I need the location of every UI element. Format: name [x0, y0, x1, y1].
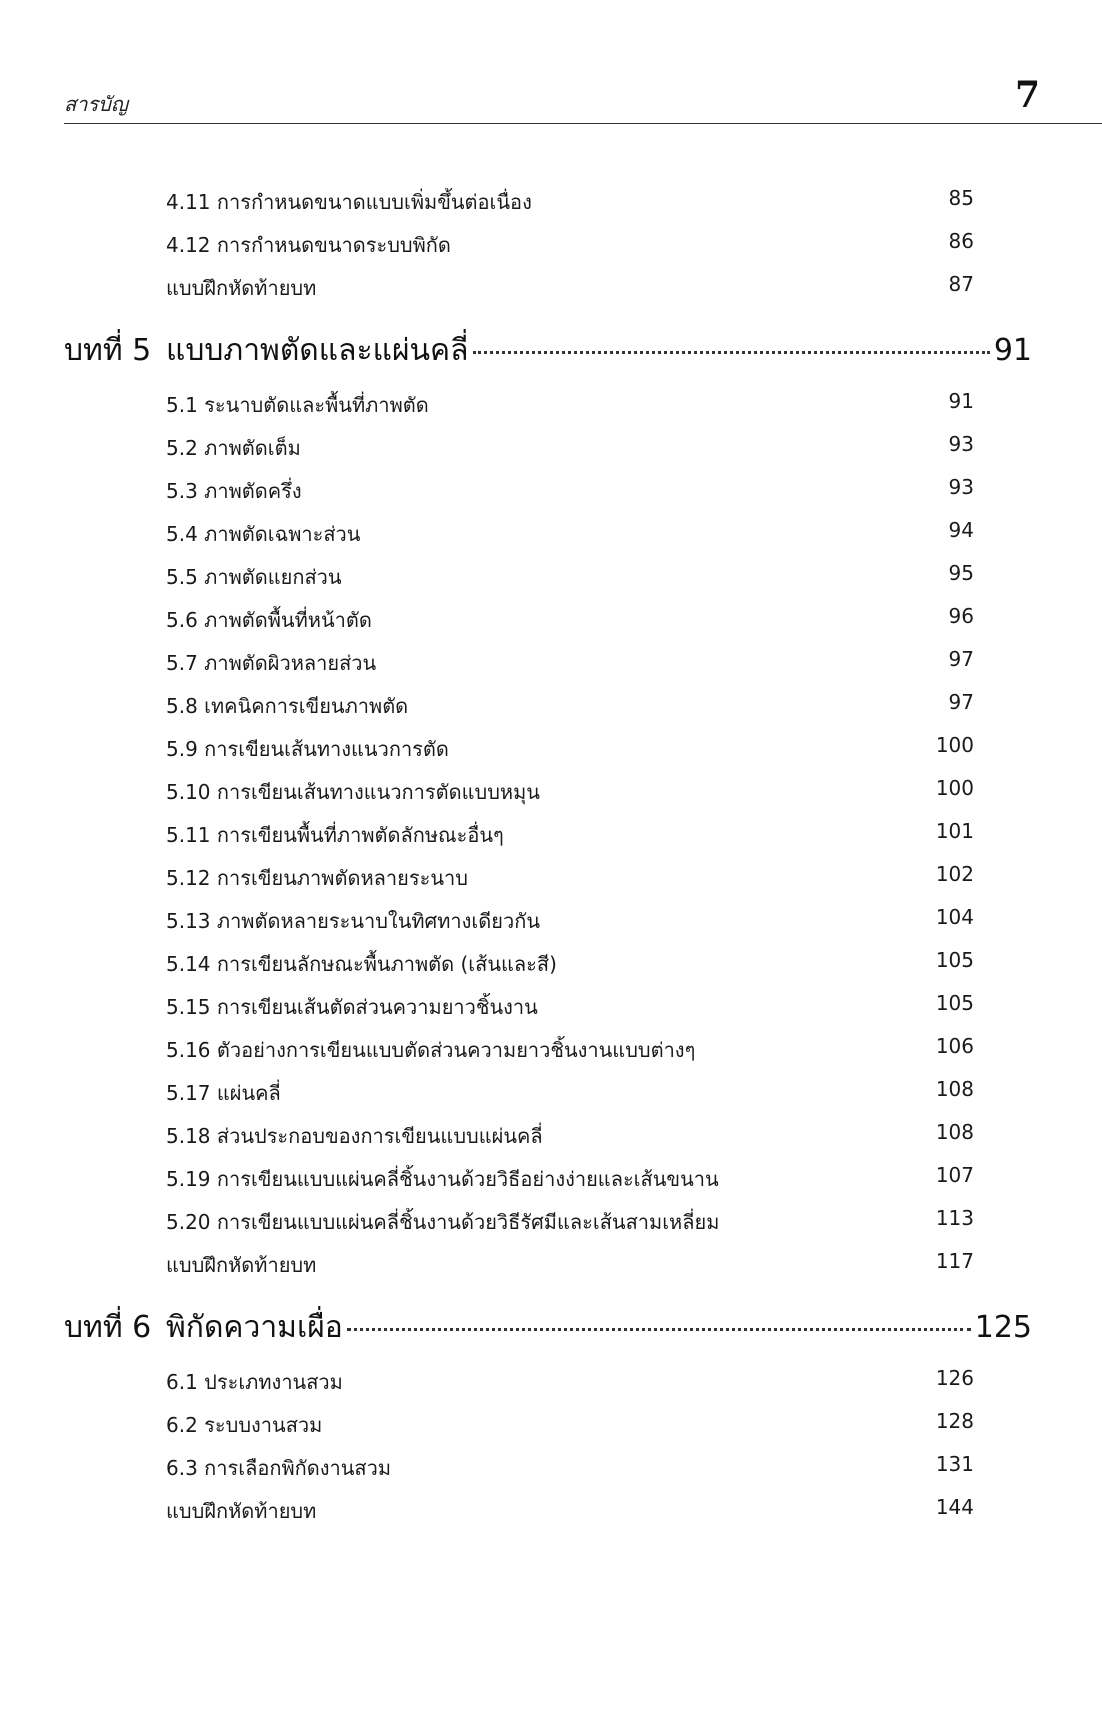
toc-entry	[0, 854, 1102, 897]
toc-entry-label: 5.11 การเขียนพื้นที่ภาพตัดลักษณะอื่นๆ	[166, 823, 504, 847]
toc-entry-page: 108	[935, 1077, 974, 1101]
toc-entry-page: 91	[948, 389, 974, 413]
toc-chapter-heading	[0, 323, 1102, 381]
toc-entry	[0, 424, 1102, 467]
toc-entry-label: 5.19 การเขียนแบบแผ่นคลี่ชิ้นงานด้วยวิธีอย่างง่ายและเส้นขนาน	[166, 1167, 719, 1191]
toc-entry	[0, 682, 1102, 725]
toc-entry-page: 94	[948, 518, 974, 542]
toc-entry	[0, 553, 1102, 596]
toc-entry-label: 5.8 เทคนิคการเขียนภาพตัด	[166, 694, 409, 718]
toc-entry-page: 87	[948, 272, 974, 296]
toc-entry-page: 106	[935, 1034, 974, 1058]
toc-entry	[0, 1198, 1102, 1241]
running-title: สารบัญ	[64, 92, 128, 116]
page-number: 7	[1014, 74, 1040, 116]
toc-entry-label: 5.6 ภาพตัดพื้นที่หน้าตัด	[166, 608, 372, 632]
chapter-number: บทที่ 5	[64, 333, 152, 368]
toc-entry	[0, 940, 1102, 983]
toc-entry	[0, 1112, 1102, 1155]
toc-entry-page: 113	[935, 1206, 974, 1230]
toc-entry	[0, 1069, 1102, 1112]
toc-entry-label: 5.10 การเขียนเส้นทางแนวการตัดแบบหมุน	[166, 780, 540, 804]
dot-leader	[473, 351, 990, 354]
toc-entry-page: 126	[935, 1366, 974, 1390]
toc-entry	[0, 1487, 1102, 1530]
toc-entry	[0, 811, 1102, 854]
toc-entry-label: 5.13 ภาพตัดหลายระนาบในทิศทางเดียวกัน	[166, 909, 540, 933]
toc-entry	[0, 221, 1102, 264]
chapter-page: 91	[993, 333, 1032, 368]
toc-entry	[0, 178, 1102, 221]
toc-entry-label: 5.16 ตัวอย่างการเขียนแบบตัดส่วนความยาวชิ้นงานแบบต่างๆ	[166, 1038, 696, 1062]
toc-entry	[0, 1358, 1102, 1401]
toc-entry-page: 104	[935, 905, 974, 929]
toc-entry-page: 93	[948, 432, 974, 456]
toc-entry-page: 128	[935, 1409, 974, 1433]
toc-entry-label: 5.20 การเขียนแบบแผ่นคลี่ชิ้นงานด้วยวิธีรัศมีและเส้นสามเหลี่ยม	[166, 1210, 720, 1234]
toc-entry	[0, 381, 1102, 424]
toc-entry-label: 6.1 ประเภทงานสวม	[166, 1370, 343, 1394]
toc-entry-page: 144	[935, 1495, 974, 1519]
toc-entry-label: 5.5 ภาพตัดแยกส่วน	[166, 565, 342, 589]
header-rule	[64, 123, 1102, 124]
chapter-title: แบบภาพตัดและแผ่นคลี่	[166, 333, 469, 368]
toc-entry-page: 100	[935, 776, 974, 800]
dot-leader	[347, 1328, 971, 1331]
toc-entry-page: 105	[935, 991, 974, 1015]
toc-entry	[0, 768, 1102, 811]
chapter-page: 125	[974, 1310, 1032, 1345]
toc-entry-page: 97	[948, 647, 974, 671]
toc-entry	[0, 1444, 1102, 1487]
toc-entry	[0, 510, 1102, 553]
toc-entry-label: 5.2 ภาพตัดเต็ม	[166, 436, 301, 460]
toc-entry	[0, 1026, 1102, 1069]
toc-entry	[0, 983, 1102, 1026]
chapter-number: บทที่ 6	[64, 1310, 152, 1345]
chapter-line	[166, 1304, 1032, 1351]
toc-entry-label: 6.2 ระบบงานสวม	[166, 1413, 323, 1437]
toc-entry-label: 6.3 การเลือกพิกัดงานสวม	[166, 1456, 392, 1480]
toc-entry-label: 4.11 การกำหนดขนาดแบบเพิ่มขึ้นต่อเนื่อง	[166, 190, 532, 214]
toc-entry-label: 4.12 การกำหนดขนาดระบบพิกัด	[166, 233, 451, 257]
toc-entry	[0, 639, 1102, 682]
toc-entry-label: แบบฝึกหัดท้ายบท	[166, 1253, 317, 1277]
toc-entry-page: 97	[948, 690, 974, 714]
chapter-title: พิกัดความเผื่อ	[166, 1310, 343, 1345]
toc-entry	[0, 897, 1102, 940]
toc-entry-label: แบบฝึกหัดท้ายบท	[166, 1499, 317, 1523]
toc-entry-page: 96	[948, 604, 974, 628]
table-of-contents	[0, 178, 1102, 1530]
toc-entry-page: 86	[948, 229, 974, 253]
toc-entry	[0, 1401, 1102, 1444]
toc-entry-page: 100	[935, 733, 974, 757]
toc-entry	[0, 725, 1102, 768]
toc-entry	[0, 1241, 1102, 1284]
page-header	[0, 0, 1102, 126]
toc-entry-page: 117	[935, 1249, 974, 1273]
chapter-line	[166, 327, 1032, 374]
toc-entry-page: 93	[948, 475, 974, 499]
toc-entry-label: 5.4 ภาพตัดเฉพาะส่วน	[166, 522, 361, 546]
toc-entry	[0, 467, 1102, 510]
toc-entry-page: 105	[935, 948, 974, 972]
toc-entry-page: 102	[935, 862, 974, 886]
toc-entry-page: 95	[948, 561, 974, 585]
toc-entry-page: 85	[948, 186, 974, 210]
toc-entry-label: 5.1 ระนาบตัดและพื้นที่ภาพตัด	[166, 393, 429, 417]
toc-entry-label: แบบฝึกหัดท้ายบท	[166, 276, 317, 300]
toc-chapter-heading	[0, 1300, 1102, 1358]
toc-entry-label: 5.15 การเขียนเส้นตัดส่วนความยาวชิ้นงาน	[166, 995, 538, 1019]
toc-entry-label: 5.17 แผ่นคลี่	[166, 1081, 281, 1105]
toc-entry	[0, 1155, 1102, 1198]
toc-entry-page: 108	[935, 1120, 974, 1144]
toc-entry-label: 5.3 ภาพตัดครึ่ง	[166, 479, 302, 503]
toc-entry-page: 107	[935, 1163, 974, 1187]
toc-entry-label: 5.18 ส่วนประกอบของการเขียนแบบแผ่นคลี่	[166, 1124, 543, 1148]
toc-entry-label: 5.9 การเขียนเส้นทางแนวการตัด	[166, 737, 449, 761]
toc-entry-page: 101	[935, 819, 974, 843]
toc-entry-page: 131	[935, 1452, 974, 1476]
toc-entry-label: 5.12 การเขียนภาพตัดหลายระนาบ	[166, 866, 468, 890]
toc-entry-label: 5.14 การเขียนลักษณะพื้นภาพตัด (เส้นและสี)	[166, 952, 557, 976]
toc-entry-label: 5.7 ภาพตัดผิวหลายส่วน	[166, 651, 377, 675]
toc-entry	[0, 596, 1102, 639]
toc-entry	[0, 264, 1102, 307]
